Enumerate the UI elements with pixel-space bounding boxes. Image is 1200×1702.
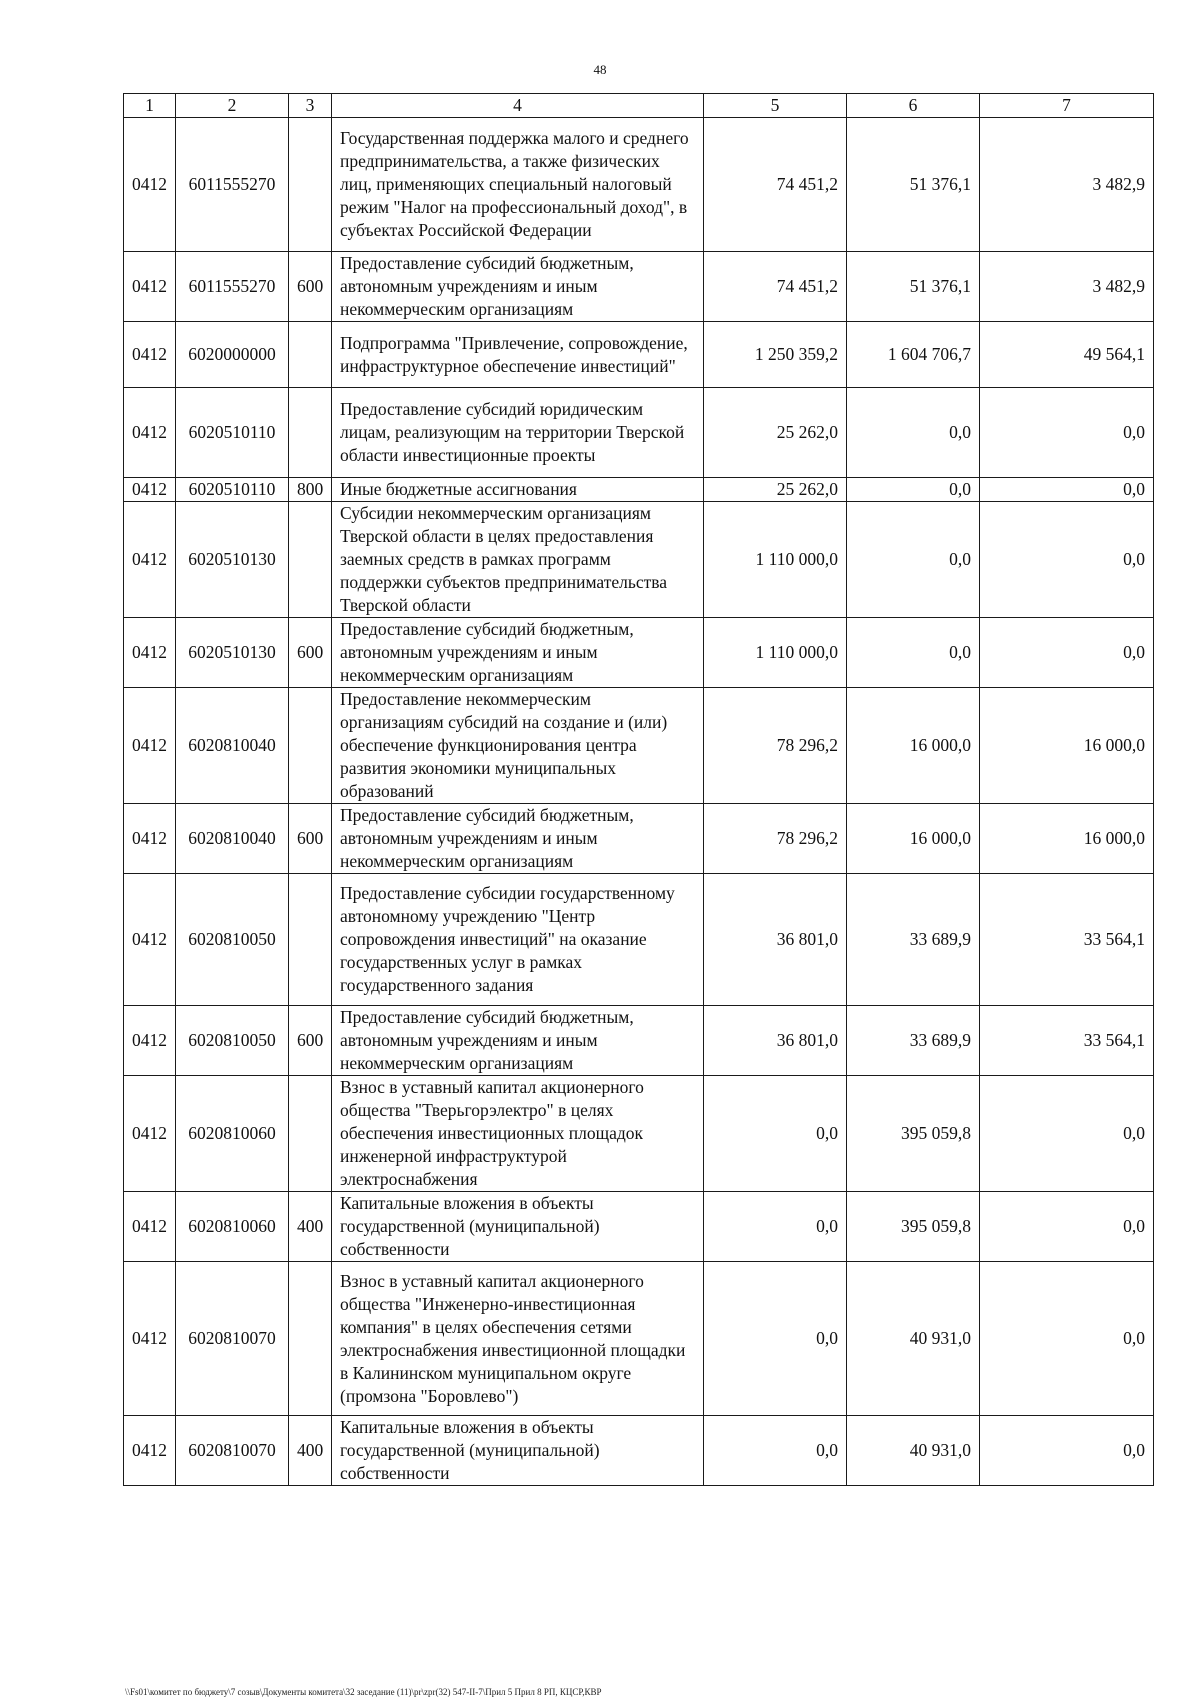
amount-col7-cell: 33 564,1 [980,1006,1154,1076]
table-row [124,1006,1154,1076]
expense-type-cell [289,1262,332,1416]
table-row [124,1262,1154,1416]
amount-col5-cell: 25 262,0 [704,388,847,478]
section-cell: 0412 [124,478,176,502]
amount-col6-cell: 1 604 706,7 [847,322,980,388]
amount-col5-cell: 74 451,2 [704,252,847,322]
col-header: 6 [847,94,980,118]
amount-col6-cell: 33 689,9 [847,1006,980,1076]
amount-col7-cell: 0,0 [980,1262,1154,1416]
amount-col7-cell: 0,0 [980,478,1154,502]
table-row [124,618,1154,688]
description-cell: Предоставление субсидии государственному автономному учреждению "Центр сопровождения инвестиций" на оказание государственных услуг в рамках государственного задания [332,874,704,1006]
code-cell: 6020510110 [176,388,289,478]
expense-type-cell: 600 [289,252,332,322]
amount-col5-cell: 0,0 [704,1076,847,1192]
header-row [124,94,1154,118]
section-cell: 0412 [124,874,176,1006]
code-cell: 6020810040 [176,804,289,874]
footer-file-path: \\Fs01\комитет по бюджету\7 созыв\Документы комитета\32 заседание (11)\pr\zpr(32) 547-II-7\Прил 5 Прил 8 РП, КЦСР,КВР [125,1687,602,1697]
amount-col5-cell: 36 801,0 [704,1006,847,1076]
description-cell: Капитальные вложения в объекты государственной (муниципальной) собственности [332,1192,704,1262]
section-cell: 0412 [124,804,176,874]
table-row [124,688,1154,804]
table-row [124,322,1154,388]
section-cell: 0412 [124,1076,176,1192]
amount-col5-cell: 1 110 000,0 [704,502,847,618]
table-row [124,502,1154,618]
section-cell: 0412 [124,688,176,804]
col-header: 7 [980,94,1154,118]
expense-type-cell: 400 [289,1416,332,1486]
table-row [124,252,1154,322]
expense-type-cell [289,388,332,478]
description-cell: Государственная поддержка малого и среднего предпринимательства, а также физических лиц, применяющих специальный налоговый режим "Налог на профессиональный доход", в субъектах Российской Федерации [332,118,704,252]
code-cell: 6020810060 [176,1192,289,1262]
section-cell: 0412 [124,502,176,618]
section-cell: 0412 [124,322,176,388]
amount-col6-cell: 40 931,0 [847,1416,980,1486]
description-cell: Субсидии некоммерческим организациям Тверской области в целях предоставления заемных средств в рамках программ поддержки субъектов предпринимательства Тверской области [332,502,704,618]
amount-col6-cell: 0,0 [847,618,980,688]
description-cell: Иные бюджетные ассигнования [332,478,704,502]
description-cell: Предоставление субсидий бюджетным, автономным учреждениям и иным некоммерческим организациям [332,252,704,322]
amount-col6-cell: 0,0 [847,502,980,618]
table-row [124,118,1154,252]
amount-col7-cell: 0,0 [980,388,1154,478]
section-cell: 0412 [124,1416,176,1486]
amount-col6-cell: 16 000,0 [847,804,980,874]
section-cell: 0412 [124,118,176,252]
amount-col5-cell: 1 110 000,0 [704,618,847,688]
description-cell: Капитальные вложения в объекты государственной (муниципальной) собственности [332,1416,704,1486]
amount-col7-cell: 0,0 [980,502,1154,618]
expense-type-cell [289,688,332,804]
section-cell: 0412 [124,252,176,322]
amount-col5-cell: 0,0 [704,1416,847,1486]
col-header: 1 [124,94,176,118]
description-cell: Взнос в уставный капитал акционерного общества "Инженерно-инвестиционная компания" в целях обеспечения сетями электроснабжения инвестиционной площадки в Калининском муниципальном округе (промзона "Боровлево") [332,1262,704,1416]
expense-type-cell: 400 [289,1192,332,1262]
amount-col6-cell: 0,0 [847,478,980,502]
expense-type-cell: 600 [289,1006,332,1076]
amount-col5-cell: 74 451,2 [704,118,847,252]
col-header: 5 [704,94,847,118]
amount-col6-cell: 395 059,8 [847,1076,980,1192]
code-cell: 6020810040 [176,688,289,804]
expense-type-cell [289,322,332,388]
col-header: 4 [332,94,704,118]
amount-col7-cell: 0,0 [980,618,1154,688]
amount-col5-cell: 25 262,0 [704,478,847,502]
code-cell: 6020810060 [176,1076,289,1192]
col-header: 2 [176,94,289,118]
table-row [124,1192,1154,1262]
table-row [124,1076,1154,1192]
code-cell: 6020810050 [176,874,289,1006]
description-cell: Предоставление субсидий бюджетным, автономным учреждениям и иным некоммерческим организациям [332,618,704,688]
code-cell: 6011555270 [176,118,289,252]
amount-col6-cell: 51 376,1 [847,118,980,252]
description-cell: Взнос в уставный капитал акционерного общества "Тверьгорэлектро" в целях обеспечения инвестиционных площадок инженерной инфраструктурой электроснабжения [332,1076,704,1192]
description-cell: Предоставление субсидий бюджетным, автономным учреждениям и иным некоммерческим организациям [332,804,704,874]
amount-col5-cell: 36 801,0 [704,874,847,1006]
code-cell: 6020510110 [176,478,289,502]
table-row [124,874,1154,1006]
table-row [124,1416,1154,1486]
amount-col6-cell: 395 059,8 [847,1192,980,1262]
description-cell: Подпрограмма "Привлечение, сопровождение, инфраструктурное обеспечение инвестиций" [332,322,704,388]
code-cell: 6020810070 [176,1416,289,1486]
expense-type-cell [289,874,332,1006]
description-cell: Предоставление некоммерческим организациям субсидий на создание и (или) обеспечение функционирования центра развития экономики муниципальных образований [332,688,704,804]
section-cell: 0412 [124,388,176,478]
budget-table [123,93,1154,1486]
section-cell: 0412 [124,618,176,688]
amount-col5-cell: 1 250 359,2 [704,322,847,388]
section-cell: 0412 [124,1192,176,1262]
amount-col7-cell: 0,0 [980,1416,1154,1486]
amount-col6-cell: 0,0 [847,388,980,478]
amount-col6-cell: 33 689,9 [847,874,980,1006]
code-cell: 6020510130 [176,618,289,688]
amount-col7-cell: 33 564,1 [980,874,1154,1006]
code-cell: 6011555270 [176,252,289,322]
description-cell: Предоставление субсидий бюджетным, автономным учреждениям и иным некоммерческим организациям [332,1006,704,1076]
page-number: 48 [593,62,607,77]
amount-col5-cell: 0,0 [704,1262,847,1416]
col-header: 3 [289,94,332,118]
amount-col6-cell: 16 000,0 [847,688,980,804]
expense-type-cell [289,1076,332,1192]
amount-col7-cell: 16 000,0 [980,688,1154,804]
table-row [124,388,1154,478]
expense-type-cell [289,502,332,618]
expense-type-cell: 600 [289,618,332,688]
amount-col7-cell: 0,0 [980,1076,1154,1192]
section-cell: 0412 [124,1262,176,1416]
amount-col7-cell: 3 482,9 [980,118,1154,252]
table-row [124,478,1154,502]
table-body [124,118,1154,1486]
code-cell: 6020000000 [176,322,289,388]
amount-col5-cell: 78 296,2 [704,688,847,804]
code-cell: 6020810050 [176,1006,289,1076]
amount-col7-cell: 49 564,1 [980,322,1154,388]
amount-col7-cell: 0,0 [980,1192,1154,1262]
amount-col5-cell: 78 296,2 [704,804,847,874]
description-cell: Предоставление субсидий юридическим лицам, реализующим на территории Тверской области инвестиционные проекты [332,388,704,478]
amount-col5-cell: 0,0 [704,1192,847,1262]
code-cell: 6020510130 [176,502,289,618]
amount-col6-cell: 40 931,0 [847,1262,980,1416]
code-cell: 6020810070 [176,1262,289,1416]
table-row [124,804,1154,874]
amount-col6-cell: 51 376,1 [847,252,980,322]
amount-col7-cell: 16 000,0 [980,804,1154,874]
expense-type-cell: 800 [289,478,332,502]
amount-col7-cell: 3 482,9 [980,252,1154,322]
section-cell: 0412 [124,1006,176,1076]
expense-type-cell [289,118,332,252]
expense-type-cell: 600 [289,804,332,874]
